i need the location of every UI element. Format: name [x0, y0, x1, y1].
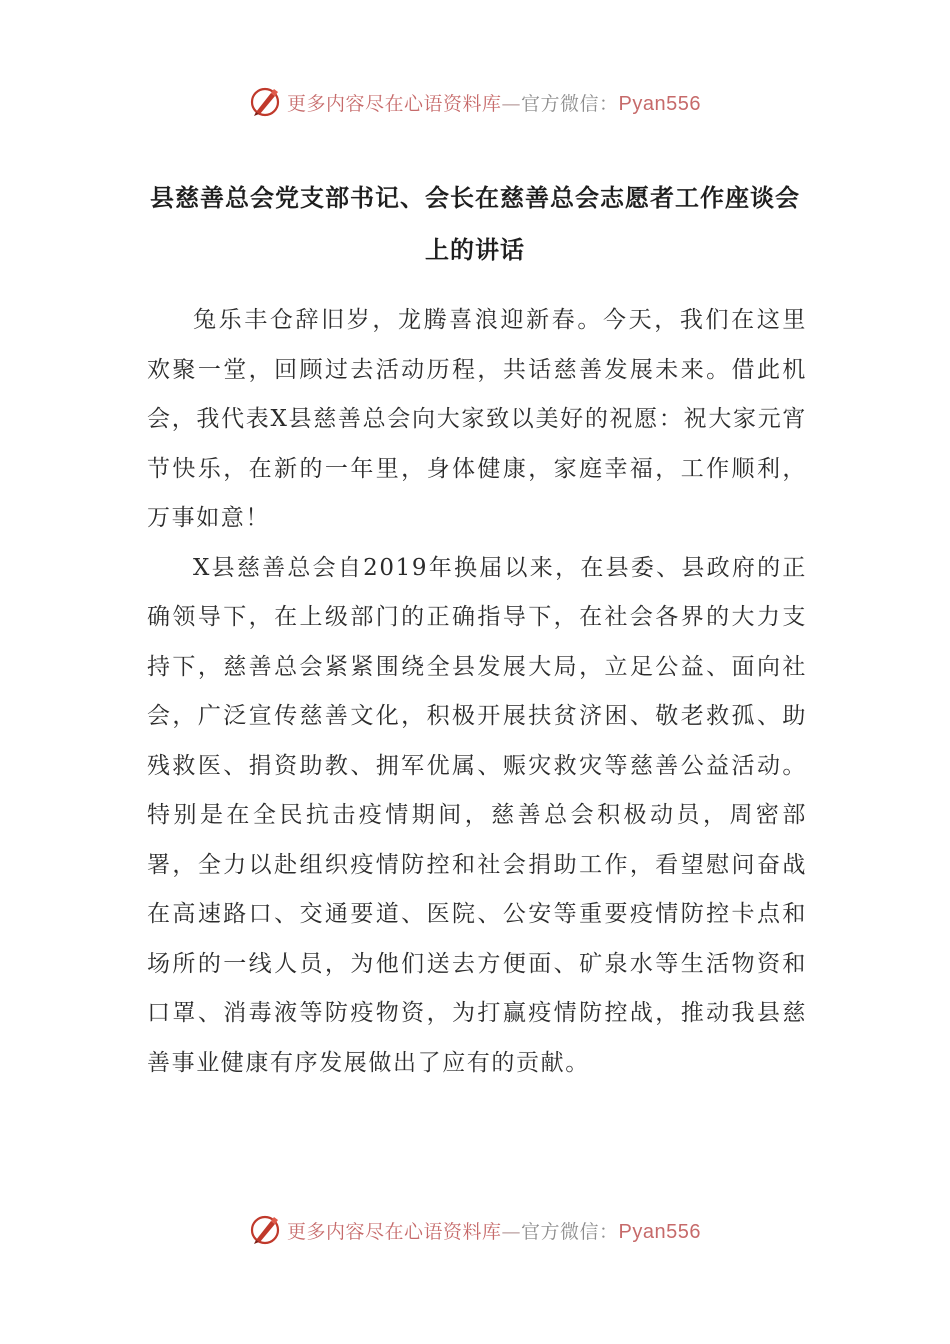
- paragraph-1: 兔乐丰仓辞旧岁，龙腾喜浪迎新春。今天，我们在这里欢聚一堂，回顾过去活动历程，共话慈善发展未来。借此机会，我代表X县慈善总会向大家致以美好的祝愿：祝大家元宵节快乐，在新的一年里，身体健康，家庭幸福，工作顺利，万事如意！: [147, 307, 807, 531]
- header-separator: —: [501, 92, 522, 115]
- header-wechat-id: Pyan556: [618, 92, 701, 115]
- footer-wechat-id: Pyan556: [618, 1220, 701, 1243]
- header-promo: [287, 89, 701, 116]
- footer-promo-text: 更多内容尽在心语资料库: [287, 1220, 502, 1243]
- header-promo-text: 更多内容尽在心语资料库: [287, 92, 502, 115]
- header-wechat-label: 官方微信：: [521, 92, 619, 115]
- footer-wechat-label: 官方微信：: [521, 1220, 619, 1243]
- document-title: 县慈善总会党支部书记、会长在慈善总会志愿者工作座谈会上的讲话: [150, 184, 800, 264]
- pen-logo-icon: [249, 85, 283, 119]
- pen-logo-icon: [249, 1213, 283, 1247]
- paragraph-2: X县慈善总会自2019年换届以来，在县委、县政府的正确领导下，在上级部门的正确指导下，在社会各界的大力支持下，慈善总会紧紧围绕全县发展大局，立足公益、面向社会，广泛宣传慈善文化，积极开展扶贫济困、敬老救孤、助残救医、捐资助教、拥军优属、赈灾救灾等慈善公益活动。特别是在全民抗击疫情期间，慈善总会积极动员，周密部署，全力以赴组织疫情防控和社会捐助工作，看望慰问奋战在高速路口、交通要道、医院、公安等重要疫情防控卡点和场所的一线人员，为他们送去方便面、矿泉水等生活物资和口罩、消毒液等防疫物资，为打赢疫情防控战，推动我县慈善事业健康有序发展做出了应有的贡献。: [147, 554, 807, 1076]
- document-body: [147, 296, 807, 1088]
- footer-promo: [287, 1217, 701, 1244]
- footer-separator: —: [501, 1220, 522, 1243]
- header-banner: [0, 82, 950, 122]
- footer-banner: [0, 1210, 950, 1250]
